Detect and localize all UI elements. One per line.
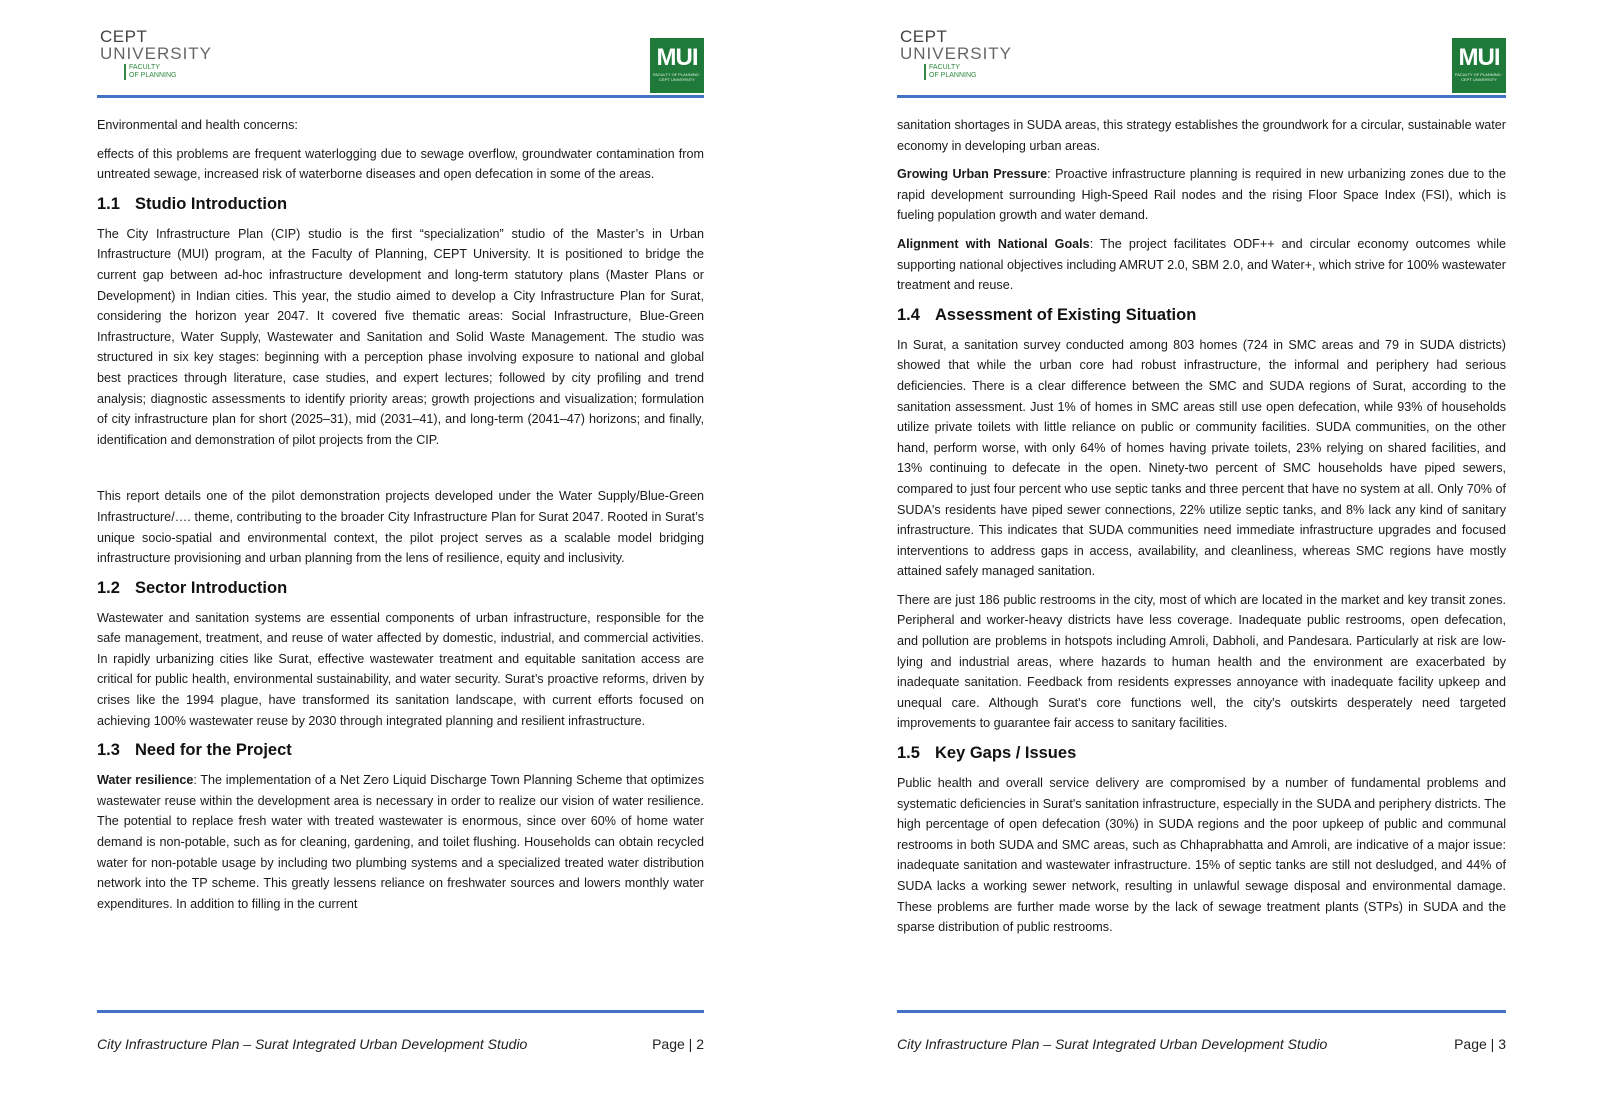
footer-page-number: Page | 2 xyxy=(652,1036,704,1052)
heading-text: Sector Introduction xyxy=(135,578,288,597)
bold-term: Alignment with National Goals xyxy=(897,236,1090,251)
paragraph-text: : Proactive infrastructure planning is required in new urbanizing zones due to the rapid development surrounding High-Speed Rail nodes and the rising Floor Space Index (FSI), which is fueling population growth and water demand. xyxy=(897,167,1506,223)
bold-term: Water resilience xyxy=(97,773,194,788)
footer-rule xyxy=(897,1010,1506,1013)
page-3-body xyxy=(897,115,1506,946)
heading-number: 1.2 xyxy=(97,578,120,597)
heading-studio-introduction xyxy=(97,193,704,215)
heading-sector-introduction xyxy=(97,577,704,599)
cept-logo-line2: UNIVERSITY xyxy=(900,44,1013,63)
heading-key-gaps xyxy=(897,742,1506,764)
header-rule xyxy=(97,95,704,98)
cept-university-logo xyxy=(900,27,1013,83)
heading-text: Studio Introduction xyxy=(135,194,288,213)
cept-university-logo xyxy=(100,27,213,83)
paragraph-restrooms: There are just 186 public restrooms in the city, most of which are located in the market and key transit zones. Peripheral and worker-heavy districts have less coverage. Inadequate public restrooms, open defecation, and pollution are problems in hotspots including Amroli, Dabholi, and Pandesara. Particularly at risk are low-lying and industrial areas, where hazards to human health and the environment are exacerbated by inadequate sanitation. Feedback from residents expresses annoyance with inadequate facility upkeep and unequal care. Although Surat's core functions well, the city's outskirts desperately need targeted improvements to guarantee fair access to sanitary facilities. xyxy=(897,592,1506,731)
paragraph-growing-urban-pressure xyxy=(897,164,1506,226)
footer-page-number: Page | 3 xyxy=(1454,1036,1506,1052)
mui-logo-text: MUI xyxy=(656,44,698,71)
paragraph-studio: The City Infrastructure Plan (CIP) studio is the first “specialization” studio of the Master’s in Urban Infrastructure (MUI) program, at the Faculty of Planning, CEPT University. It is positioned to bridge the current gap between ad-hoc infrastructure development and long-term statutory plans (Master Plans or Development) in Indian cities. This year, the studio aimed to develop a City Infrastructure Plan for Surat, considering the horizon year 2047. It covered five thematic areas: Social Infrastructure, Blue-Green Infrastructure, Water Supply, Wastewater and Sanitation and Solid Waste Management. The studio was structured in six key stages: beginning with a perception phase involving exposure to national and global best practices through literature, case studies, and expert lectures; followed by city profiling and trend analysis; diagnostic assessments to identify priority areas; growth projections and visualization; formulation of city infrastructure plan for short (2025–31), mid (2031–41), and long-term (2041–47) horizons; and finally, identification and demonstration of pilot projects from the CIP. xyxy=(97,226,704,447)
heading-number: 1.4 xyxy=(897,305,920,324)
heading-text: Key Gaps / Issues xyxy=(935,744,1077,763)
cept-logo-line1: CEPT xyxy=(900,27,948,46)
heading-need-for-project xyxy=(97,739,704,761)
cept-logo-line1: CEPT xyxy=(100,27,148,46)
paragraph-effects: effects of this problems are frequent waterlogging due to sewage overflow, groundwater contamination from untreated sewage, increased risk of waterborne diseases and open defecation in some of the areas. xyxy=(97,146,704,182)
page-3 xyxy=(897,0,1506,1119)
mui-logo xyxy=(1452,38,1506,93)
heading-number: 1.3 xyxy=(97,741,120,760)
paragraph-report: This report details one of the pilot demonstration projects developed under the Water Supply/Blue-Green Infrastructure/…. theme, contributing to the broader City Infrastructure Plan for Surat 2047. Rooted in Surat’s unique socio-spatial and environmental context, the pilot project serves as a scalable model bridging infrastructure provisioning and urban planning from the lens of resilience, equity and inclusivity. xyxy=(97,489,704,566)
paragraph-assessment: In Surat, a sanitation survey conducted among 803 homes (724 in SMC areas and 79 in SUDA districts) showed that while the urban core had robust infrastructure, the informal and periphery had serious deficiencies. There is a clear difference between the SMC and SUDA regions of Surat, according to the sanitation assessment. Just 1% of homes in SMC areas still use open defecation, while 93% of households utilize private toilets with little reliance on public or community facilities. SUDA communities, on the other hand, perform worse, with only 64% of homes having private toilets, 23% relying on shared facilities, and 13% continuing to defecate in the open. Ninety-two percent of SMC households have piped sewers, compared to just four percent who use septic tanks and three percent that have no system at all. Only 70% of SUDA's residents have piped sewer connections, 22% utilize septic tanks, and 8% lack any kind of sanitary infrastructure. This indicates that SUDA communities need immediate infrastructure upgrades and focused interventions to address gaps in access, availability, and cleanliness, whereas SMC regions have mostly attained safely managed sanitation. xyxy=(897,337,1506,579)
heading-number: 1.1 xyxy=(97,194,120,213)
heading-text: Need for the Project xyxy=(135,741,292,760)
footer-rule xyxy=(97,1010,704,1013)
mui-logo xyxy=(650,38,704,93)
paragraph-text: : The implementation of a Net Zero Liquid Discharge Town Planning Scheme that optimizes wastewater reuse within the development area is necessary in order to realize our vision of water resilience. The potential to replace fresh water with treated wastewater is enormous, since over 60% of home water demand is non-potable, such as for cleaning, gardening, and toilet flushing. Households can obtain recycled water for non-potable usage by including two plumbing systems and a specialized treated water distribution network into the TP scheme. This greatly lessens reliance on freshwater sources and lowers monthly water expenditures. In addition to filling in the current xyxy=(97,773,704,911)
paragraph-key-gaps: Public health and overall service delivery are compromised by a number of fundamental problems and systematic deficiencies in Surat's sanitation infrastructure, especially in the SUDA and periphery districts. The high percentage of open defecation (30%) in SUDA regions and the poor upkeep of public and communal restrooms in both SUDA and SMC areas, such as Chhaprabhatta and Amroli, are indicative of a major issue: inadequate sanitation and wastewater infrastructure. 15% of septic tanks are still not desludged, and 44% of SUDA lacks a working sewer network, resulting in unlawful sewage disposal and environmental damage. These problems are further made worse by the lack of sewage treatment plants (STPs) in SUDA and the sparse distribution of public restrooms. xyxy=(897,776,1506,935)
cept-logo-faculty1: FACULTY xyxy=(129,64,160,71)
cept-logo-faculty2: OF PLANNING xyxy=(129,72,177,79)
mui-logo-text: MUI xyxy=(1458,44,1500,71)
paragraph-continuation: sanitation shortages in SUDA areas, this strategy establishes the groundwork for a circular, sustainable water economy in developing urban areas. xyxy=(897,118,1506,153)
footer-title: City Infrastructure Plan – Surat Integrated Urban Development Studio xyxy=(897,1036,1328,1052)
page-2-body xyxy=(97,115,704,922)
mui-logo-sub: FACULTY OF PLANNING · CEPT UNIVERSITY xyxy=(1454,72,1504,82)
cept-logo-faculty2: OF PLANNING xyxy=(929,72,977,79)
footer-title: City Infrastructure Plan – Surat Integrated Urban Development Studio xyxy=(97,1036,528,1052)
bold-term: Growing Urban Pressure xyxy=(897,167,1048,182)
heading-number: 1.5 xyxy=(897,744,920,763)
heading-text: Assessment of Existing Situation xyxy=(935,305,1197,324)
cept-logo-faculty xyxy=(924,64,1010,80)
paragraph-text: : The project facilitates ODF++ and circular economy outcomes while supporting national objectives including AMRUT 2.0, SBM 2.0, and Water+, which strive for 100% wastewater treatment and reuse. xyxy=(897,236,1506,293)
heading-assessment xyxy=(897,304,1506,326)
mui-logo-sub: FACULTY OF PLANNING · CEPT UNIVERSITY xyxy=(652,72,702,82)
cept-logo-line2: UNIVERSITY xyxy=(100,44,213,63)
header-rule xyxy=(897,95,1506,98)
cept-logo-faculty1: FACULTY xyxy=(929,64,960,71)
page-2 xyxy=(97,0,704,1119)
paragraph-alignment xyxy=(897,234,1506,296)
paragraph-sector: Wastewater and sanitation systems are essential components of urban infrastructure, responsible for the safe management, treatment, and reuse of water affected by domestic, industrial, and commercial activities. In rapidly urbanizing cities like Surat, effective wastewater treatment and equitable sanitation access are critical for public health, environmental sustainability, and water security. Surat’s proactive reforms, driven by crises like the 1994 plague, have transformed its sanitation landscape, with current efforts focused on achieving 100% wastewater reuse by 2030 through integrated planning and resilient infrastructure. xyxy=(97,610,704,728)
cept-logo-faculty xyxy=(124,64,210,80)
intro-line: Environmental and health concerns: xyxy=(97,118,298,132)
paragraph-water-resilience xyxy=(97,770,704,914)
